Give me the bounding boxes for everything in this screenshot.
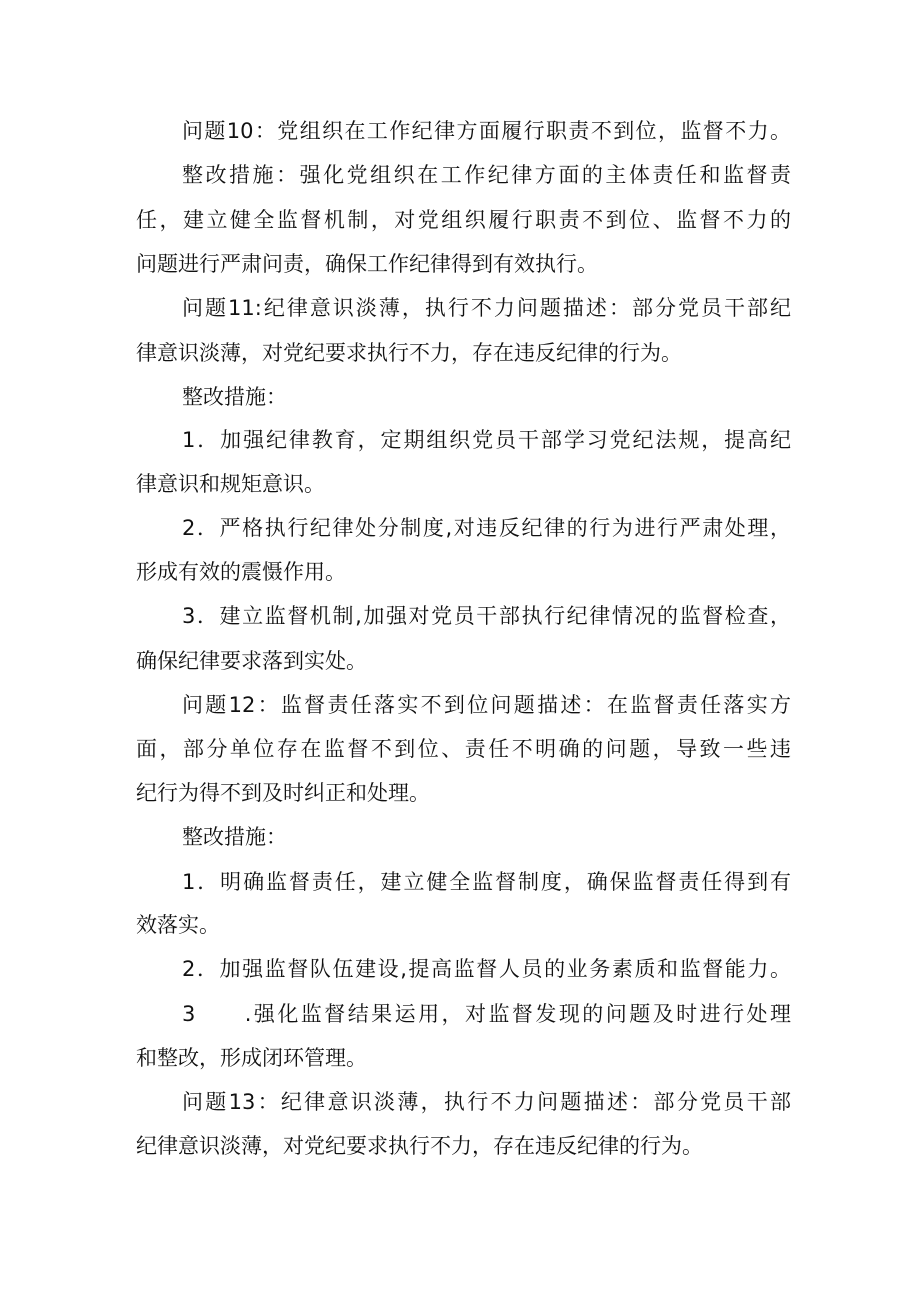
text-line: 整改措施：强化党组织在工作纪律方面的主体责任和监督责 bbox=[182, 163, 791, 187]
text-line: 整改措施： bbox=[182, 385, 287, 409]
text-line: 3 .强化监督结果运用，对监督发现的问题及时进行处理 bbox=[182, 1002, 791, 1026]
text-line: 整改措施： bbox=[182, 825, 287, 849]
text-line: 问题13：纪律意识淡薄，执行不力问题描述：部分党员干部 bbox=[182, 1090, 791, 1114]
text-line: 问题10：党组织在工作纪律方面履行职责不到位，监督不力。 bbox=[182, 119, 791, 143]
text-line: 律意识和规矩意识。 bbox=[136, 472, 325, 496]
text-line: 律意识淡薄，对党纪要求执行不力，存在违反纪律的行为。 bbox=[136, 341, 682, 365]
text-line: 2．严格执行纪律处分制度,对违反纪律的行为进行严肃处理， bbox=[182, 516, 791, 540]
text-line: 和整改，形成闭环管理。 bbox=[136, 1046, 367, 1070]
text-line: 问题进行严肃问责，确保工作纪律得到有效执行。 bbox=[136, 252, 598, 276]
text-line: 形成有效的震慑作用。 bbox=[136, 560, 346, 584]
text-line: 纪行为得不到及时纠正和处理。 bbox=[136, 781, 430, 805]
text-line: 2．加强监督队伍建设,提高监督人员的业务素质和监督能力。 bbox=[182, 957, 791, 981]
text-line: 面，部分单位存在监督不到位、责任不明确的问题，导致一些违 bbox=[136, 737, 791, 761]
text-line: 纪律意识淡薄，对党纪要求执行不力，存在违反纪律的行为。 bbox=[136, 1134, 703, 1158]
text-line: 问题12：监督责任落实不到位问题描述：在监督责任落实方 bbox=[182, 693, 791, 717]
text-line: 任，建立健全监督机制，对党组织履行职责不到位、监督不力的 bbox=[136, 208, 791, 232]
text-line: 3．建立监督机制,加强对党员干部执行纪律情况的监督检查， bbox=[182, 604, 791, 628]
text-line: 问题11:纪律意识淡薄，执行不力问题描述：部分党员干部纪 bbox=[182, 296, 791, 320]
text-line: 效落实。 bbox=[136, 913, 220, 937]
text-line: 1．加强纪律教育，定期组织党员干部学习党纪法规，提高纪 bbox=[182, 428, 791, 452]
text-line: 确保纪律要求落到实处。 bbox=[136, 649, 367, 673]
text-line: 1．明确监督责任，建立健全监督制度，确保监督责任得到有 bbox=[182, 870, 791, 894]
